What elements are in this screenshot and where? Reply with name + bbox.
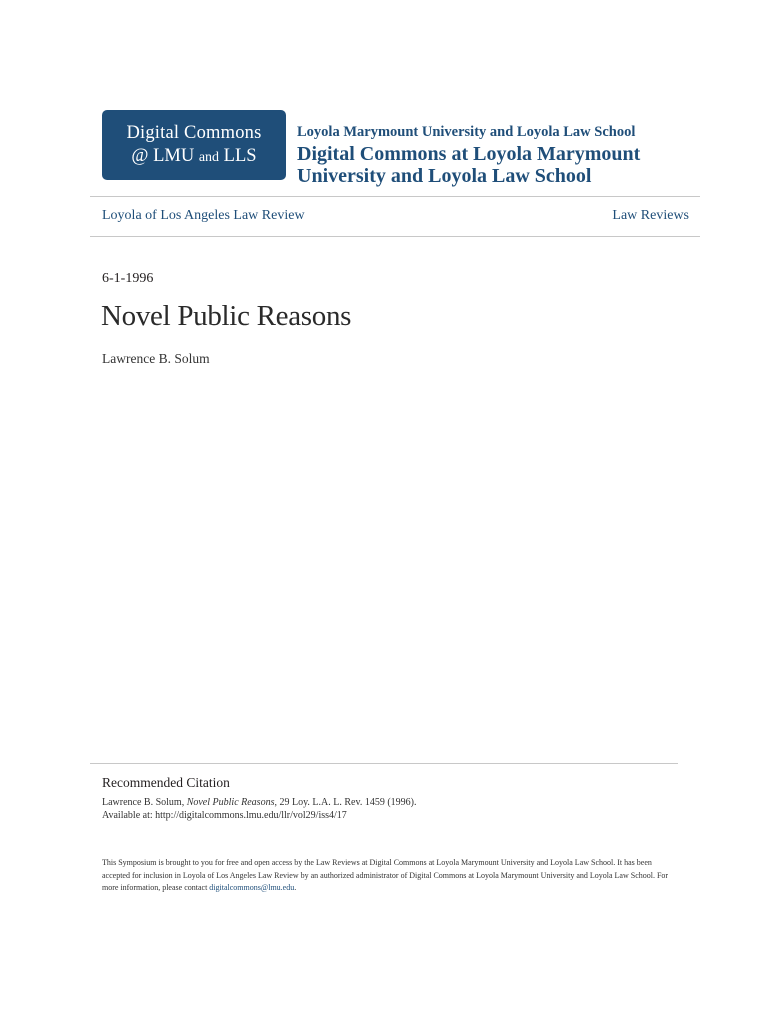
citation-divider	[90, 763, 678, 764]
site-title[interactable]: Digital Commons at Loyola Marymount University and Loyola Law School	[297, 143, 641, 187]
recommended-citation-heading: Recommended Citation	[102, 775, 230, 790]
publication-date: 6-1-1996	[102, 271, 154, 286]
notice-end: .	[294, 883, 297, 892]
citation-title: Novel Public Reasons	[186, 797, 275, 808]
citation-author: Lawrence B. Solum,	[102, 797, 187, 808]
institution-name[interactable]: Loyola Marymount University and Loyola Law School	[297, 124, 636, 140]
logo-line2-suffix: LLS	[219, 146, 257, 166]
citation-line	[102, 797, 417, 810]
logo-line2-and: and	[198, 150, 220, 165]
digital-commons-logo[interactable]	[102, 110, 286, 180]
header-divider-top	[90, 196, 700, 197]
open-access-notice	[102, 857, 672, 895]
breadcrumb-journal-link[interactable]: Loyola of Los Angeles Law Review	[102, 208, 305, 223]
logo-line1: Digital Commons	[126, 123, 262, 143]
citation-rest: , 29 Loy. L.A. L. Rev. 1459 (1996).	[274, 797, 417, 808]
notice-text: This Symposium is brought to you for free and open access by the Law Reviews at Digital Commons at Loyola Marymount University and Loyola Law School. It has been accepted for inclusion in Loyola of Los Angeles Law Review by an authorized administrator of Digital Commons at Loyola Marymount University and Loyola Law School. For more information, please contact	[102, 858, 669, 892]
logo-line2-prefix: @ LMU	[131, 146, 199, 166]
site-header	[297, 123, 707, 187]
contact-email-link[interactable]: digitalcommons@lmu.edu	[209, 883, 295, 892]
article-author: Lawrence B. Solum	[102, 351, 210, 366]
citation-available: Available at: http://digitalcommons.lmu.edu/llr/vol29/iss4/17	[102, 809, 347, 821]
article-title: Novel Public Reasons	[101, 300, 352, 332]
citation-block	[102, 797, 417, 822]
breadcrumb-law-reviews-link[interactable]: Law Reviews	[612, 208, 689, 223]
logo-line2	[102, 144, 286, 170]
header-divider-bottom	[90, 236, 700, 237]
